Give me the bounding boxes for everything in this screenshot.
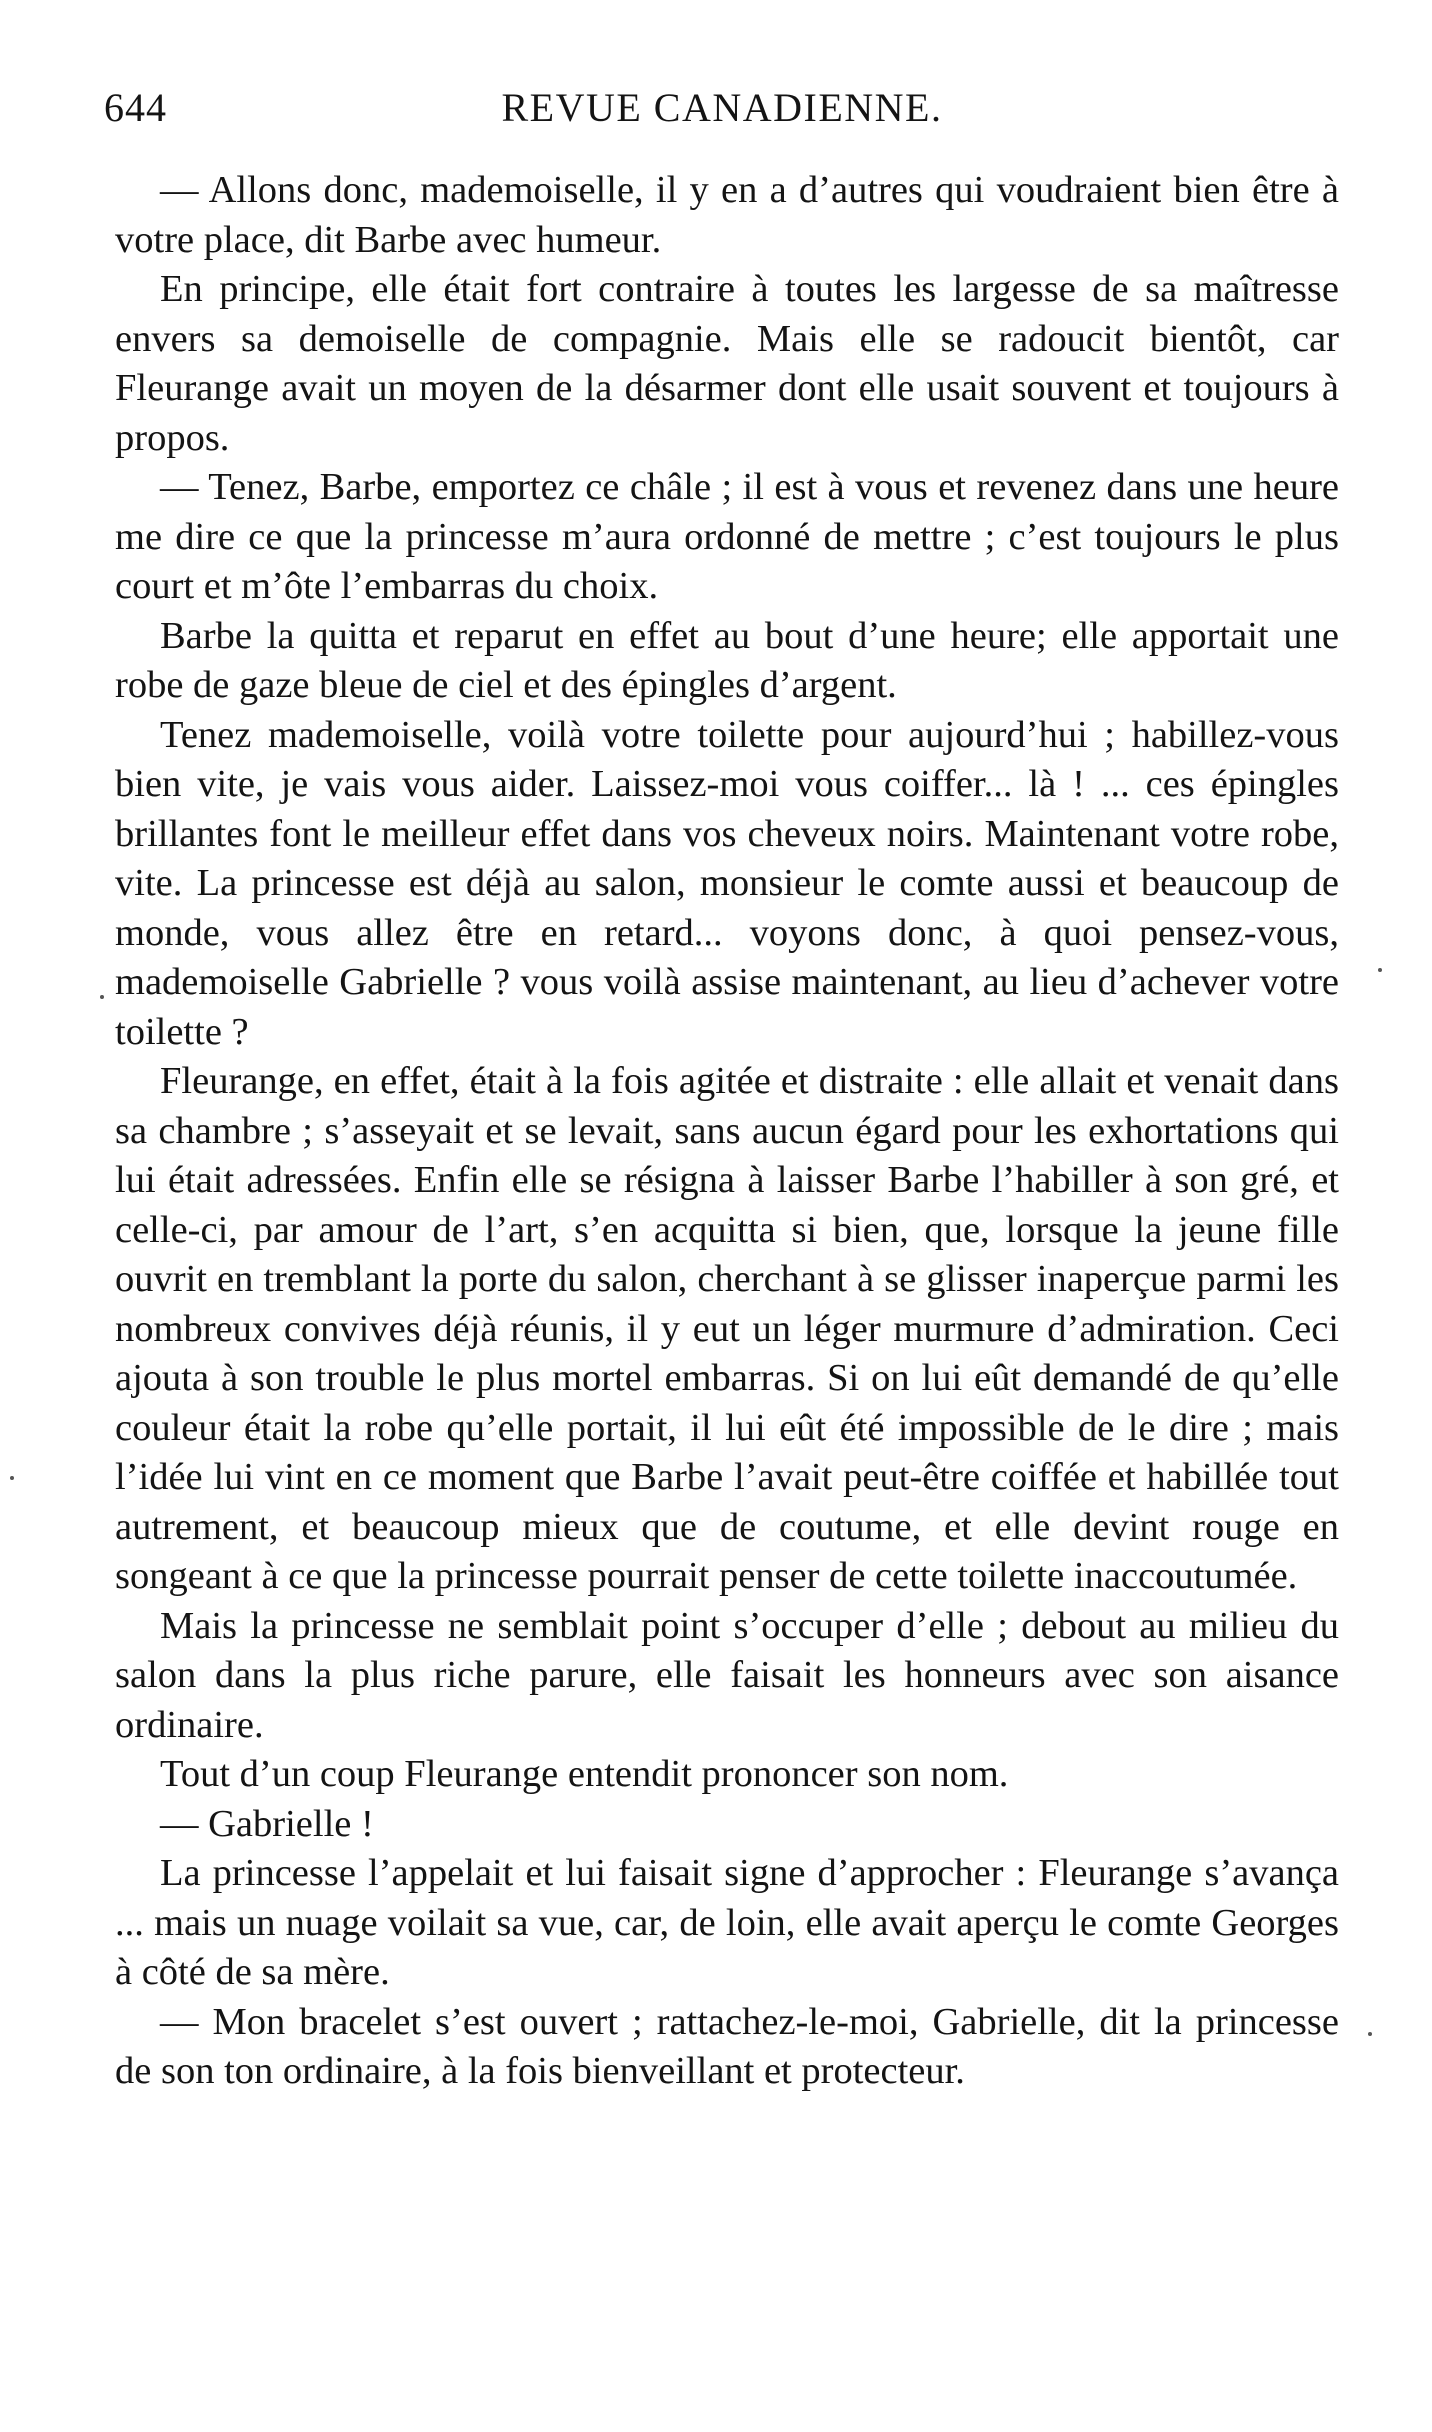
page-header bbox=[104, 78, 1340, 138]
print-speck bbox=[10, 1476, 14, 1480]
paragraph: La princesse l’appelait et lui faisait signe d’approcher : Fleurange s’avança ... mais un nuage voilait sa vue, car, de loin, elle avait aperçu le comte Georges à côté de sa mère. bbox=[115, 1852, 1339, 1993]
paragraph: Tenez mademoiselle, voilà votre toilette pour aujourd’hui ; habillez-vous bien vite, je vais vous aider. Laissez-moi vous coiffer... là ! ... ces épingles brillantes font le meilleur effet dans vos cheveux noirs. Maintenant votre robe, vite. La princesse est déjà au salon, monsieur le comte aussi et beaucoup de monde, vous allez être en retard... voyons donc, à quoi pensez-vous, mademoiselle Gabrielle ? vous voilà assise maintenant, au lieu d’achever votre toilette ? bbox=[115, 713, 1339, 1053]
page-number: 644 bbox=[104, 85, 167, 130]
running-title: REVUE CANADIENNE. bbox=[501, 85, 943, 130]
paragraph: — Tenez, Barbe, emportez ce châle ; il est à vous et revenez dans une heure me dire ce que la princesse m’aura ordonné de mettre ; c’est toujours le plus court et m’ôte l’embarras du choix. bbox=[115, 466, 1339, 607]
paragraph: Tout d’un coup Fleurange entendit prononcer son nom. bbox=[160, 1753, 1009, 1795]
print-speck bbox=[1378, 968, 1382, 972]
print-speck bbox=[1368, 2032, 1372, 2036]
paragraph: Mais la princesse ne semblait point s’occuper d’elle ; debout au milieu du salon dans la plus riche parure, elle faisait les honneurs avec son aisance ordinaire. bbox=[115, 1604, 1339, 1746]
paragraph: — Mon bracelet s’est ouvert ; rattachez-le-moi, Gabrielle, dit la princesse de son ton ordinaire, à la fois bienveillant et protecteur. bbox=[115, 2000, 1339, 2092]
paragraph: Fleurange, en effet, était à la fois agitée et distraite : elle allait et venait dans sa chambre ; s’asseyait et se levait, sans aucun égard pour les exhortations qui lui était adressées. Enfin elle se résigna à laisser Barbe l’habiller à son gré, et celle-ci, par amour de l’art, s’en acquitta si bien, que, lorsque la jeune fille ouvrit en tremblant la porte du salon, cherchant à se glisser inaperçue parmi les nombreux convives déjà réunis, il y eut un léger murmure d’admiration. Ceci ajouta à son trouble le plus mortel embarras. Si on lui eût demandé de qu’elle couleur était la robe qu’elle portait, il lui eût été impossible de le dire ; mais l’idée lui vint en ce moment que Barbe l’avait peut-être coiffée et habillée tout autrement, et beaucoup mieux que de coutume, et elle devint rouge en songeant à ce que la princesse pourrait penser de cette toilette inaccoutumée. bbox=[115, 1060, 1339, 1597]
paragraph: En principe, elle était fort contraire à toutes les largesse de sa maîtresse envers sa demoiselle de compagnie. Mais elle se radoucit bientôt, car Fleurange avait un moyen de la désarmer dont elle usait souvent et toujours à propos. bbox=[115, 268, 1339, 459]
paragraph: — Gabrielle ! bbox=[160, 1802, 374, 1845]
body-text bbox=[115, 166, 1339, 2097]
paragraph: — Allons donc, mademoiselle, il y en a d’autres qui voudraient bien être à votre place, dit Barbe avec humeur. bbox=[115, 169, 1339, 261]
print-speck bbox=[100, 995, 104, 999]
paragraph: Barbe la quitta et reparut en effet au bout d’une heure; elle apportait une robe de gaze bleue de ciel et des épingles d’argent. bbox=[115, 614, 1339, 706]
